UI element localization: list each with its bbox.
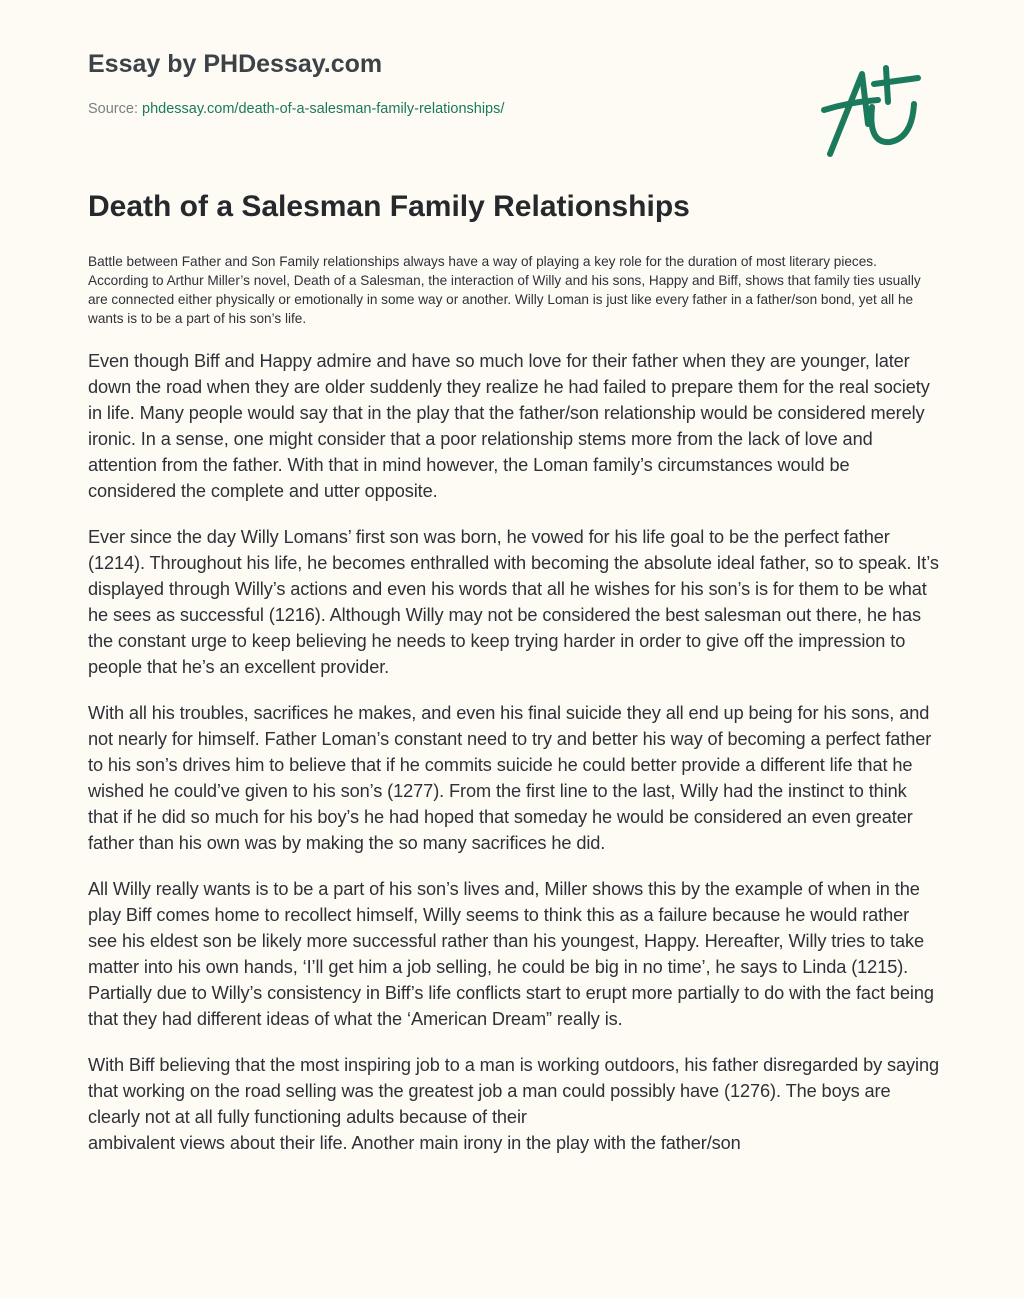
source-line xyxy=(88,101,504,117)
a-plus-logo-icon xyxy=(820,62,930,162)
essay-paragraph: Even though Biff and Happy admire and have so much love for their father when they are younger, later down the road when they are older suddenly they realize he had failed to prepare them for the real society in life. Many people would say that in the play that the father/son relationship would be considered merely ironic. In a sense, one might consider that a poor relationship stems more from the lack of love and attention from the father. With that in mind however, the Loman family’s circumstances would be considered the complete and utter opposite. xyxy=(88,351,930,501)
essay-cut-line: ambivalent views about their life. Another main irony in the play with the father/son xyxy=(88,1133,741,1153)
source-label: Source: xyxy=(88,101,138,117)
essay-body xyxy=(88,252,940,1153)
essay-paragraph: Ever since the day Willy Lomans’ first son was born, he vowed for his life goal to be the perfect father (1214). Throughout his life, he becomes enthralled with becoming the absolute ideal father, so to speak. It’s displayed through Willy’s actions and even his words that all he wishes for his son’s is for them to be what he sees as successful (1216). Although Willy may not be considered the best salesman out there, he has the constant urge to keep believing he needs to keep trying harder in order to give off the impression to people that he’s an excellent provider. xyxy=(88,527,939,677)
site-title: Essay by PHDessay.com xyxy=(88,50,383,78)
essay-intro: Battle between Father and Son Family relationships always have a way of playing a key role for the duration of most literary pieces. According to Arthur Miller’s novel, Death of a Salesman, the interaction of Willy and his sons, Happy and Biff, shows that family ties usually are connected either physically or emotionally in some way or another. Willy Loman is just like every father in a father/son bond, yet all he wants is to be a part of his son’s life. xyxy=(88,254,921,326)
essay-title: Death of a Salesman Family Relationships xyxy=(88,190,690,223)
essay-paragraph: With all his troubles, sacrifices he makes, and even his final suicide they all end up being for his sons, and not nearly for himself. Father Loman’s constant need to try and better his way of becoming a perfect father to his son’s drives him to believe that if he commits suicide he could better provide a different life that he wished he could’ve given to his son’s (1277). From the first line to the last, Willy had the instinct to think that if he did so much for his boy’s he had hoped that someday he would be considered an even greater father than his own was by making the so many sacrifices he did. xyxy=(88,703,932,853)
essay-paragraph: All Willy really wants is to be a part of his son’s lives and, Miller shows this by the example of when in the play Biff comes home to recollect himself, Willy seems to think this as a failure because he would rather see his eldest son be likely more successful rather than his youngest, Happy. Hereafter, Willy tries to take matter into his own hands, ‘I’ll get him a job selling, he could be big in no time’, he says to Linda (1215). Partially due to Willy’s consistency in Biff’s life conflicts start to erupt more partially to do with the fact being that they had different ideas of what the ‘American Dream” really is. xyxy=(88,879,934,1029)
source-link[interactable]: phdessay.com/death-of-a-salesman-family-relationships/ xyxy=(142,101,505,117)
essay-paragraph: With Biff believing that the most inspiring job to a man is working outdoors, his father disregarded by saying that working on the road selling was the greatest job a man could possibly have (1276). The boys are clearly not at all fully functioning adults because of their xyxy=(88,1055,939,1127)
